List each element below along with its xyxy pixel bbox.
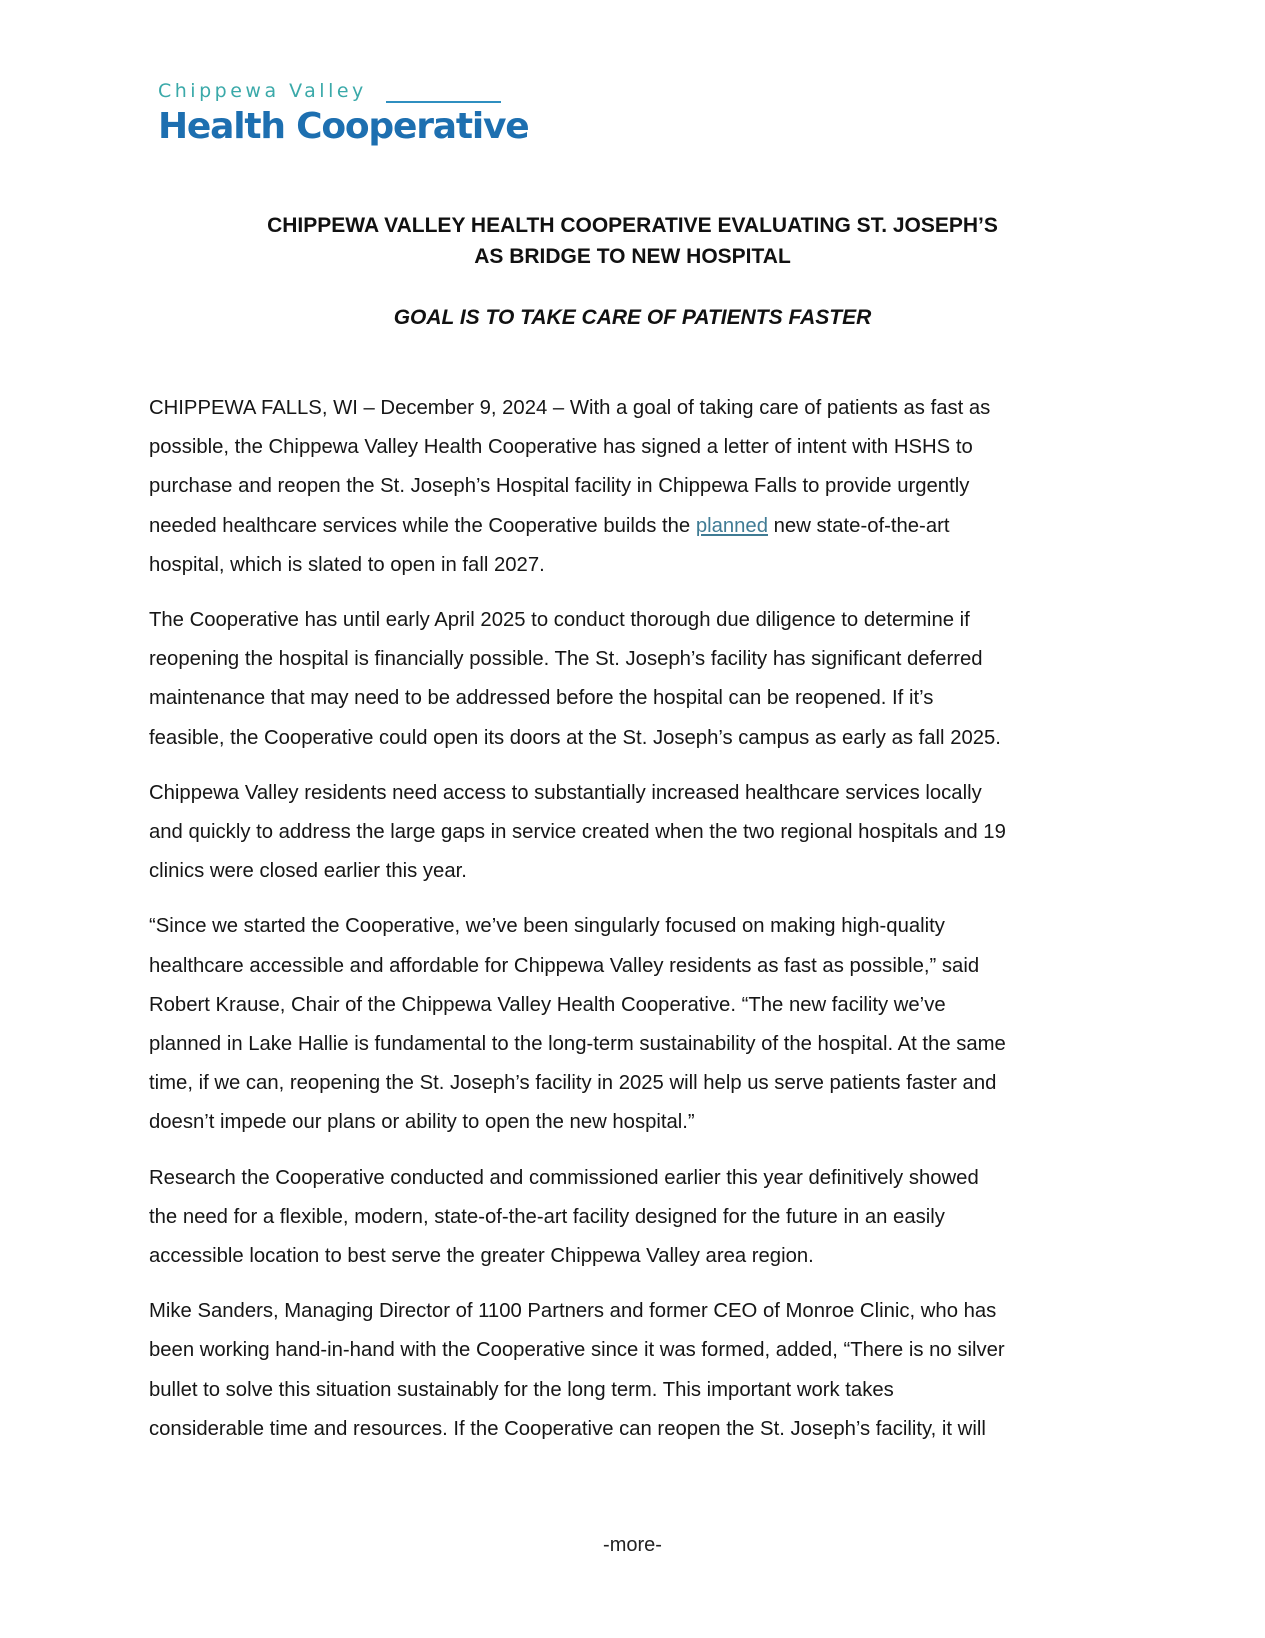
logo-underline [386, 101, 501, 103]
text-line: time, if we can, reopening the St. Joseph’s facility in 2025 will help us serve patients faster and [149, 1072, 997, 1095]
text-line: doesn’t impede our plans or ability to open the new hospital.” [149, 1111, 695, 1134]
text-line: reopening the hospital is financially possible. The St. Joseph’s facility has significant deferred [149, 648, 983, 671]
planned-link[interactable]: planned [695, 514, 768, 537]
text-line: feasible, the Cooperative could open its doors at the St. Joseph’s campus as early as fall 2025. [149, 726, 1001, 749]
text-line: Robert Krause, Chair of the Chippewa Valley Health Cooperative. “The new facility we’ve [149, 993, 946, 1016]
paragraph-residents-need [149, 774, 1124, 892]
more-footer: -more- [603, 1534, 662, 1556]
headline-line-2: AS BRIDGE TO NEW HOSPITAL [474, 245, 791, 268]
text-line: the need for a flexible, modern, state-of-the-art facility designed for the future in an easily [149, 1205, 945, 1228]
cooperative-logo [158, 80, 529, 160]
text-line: accessible location to best serve the greater Chippewa Valley area region. [149, 1245, 814, 1268]
text-line: healthcare accessible and affordable for Chippewa Valley residents as fast as possible,” said [149, 954, 980, 977]
text-line: Mike Sanders, Managing Director of 1100 Partners and former CEO of Monroe Clinic, who has [149, 1300, 997, 1323]
text-line: considerable time and resources. If the Cooperative can reopen the St. Joseph’s facility, it will [149, 1417, 986, 1440]
text-line: purchase and reopen the St. Joseph’s Hospital facility in Chippewa Falls to provide urgently [149, 475, 970, 498]
logo-main-text: Health Cooperative [158, 106, 529, 147]
press-release-body [149, 389, 1124, 1465]
paragraph-due-diligence [149, 601, 1124, 758]
text-line-with-link [149, 507, 1124, 546]
paragraph-intro [149, 389, 1124, 585]
paragraph-sanders-quote [149, 1292, 1124, 1449]
paragraph-krause-quote [149, 907, 1124, 1142]
text-line: planned in Lake Hallie is fundamental to the long-term sustainability of the hospital. At the same [149, 1033, 1006, 1056]
text-line: clinics were closed earlier this year. [149, 860, 467, 883]
text-line: been working hand-in-hand with the Cooperative since it was formed, added, “There is no silver [149, 1339, 1005, 1362]
text-line: “Since we started the Cooperative, we’ve been singularly focused on making high-quality [149, 915, 945, 938]
text-line: The Cooperative has until early April 2025 to conduct thorough due diligence to determine if [149, 609, 970, 632]
logo-top-text: Chippewa Valley [158, 80, 367, 102]
paragraph-research [149, 1159, 1124, 1277]
text-line: CHIPPEWA FALLS, WI – December 9, 2024 – With a goal of taking care of patients as fast as [149, 397, 991, 419]
text-line: bullet to solve this situation sustainably for the long term. This important work takes [149, 1378, 894, 1401]
text-line: maintenance that may need to be addressed before the hospital can be reopened. If it’s [149, 687, 934, 710]
headline-line-1: CHIPPEWA VALLEY HEALTH COOPERATIVE EVALUATING ST. JOSEPH’S [267, 214, 998, 237]
text-line: possible, the Chippewa Valley Health Cooperative has signed a letter of intent with HSHS to [149, 436, 973, 459]
text-line: hospital, which is slated to open in fall 2027. [149, 553, 545, 576]
subheadline: GOAL IS TO TAKE CARE OF PATIENTS FASTER [393, 306, 872, 329]
text-line: Research the Cooperative conducted and commissioned earlier this year definitively showed [149, 1166, 979, 1189]
text-line: and quickly to address the large gaps in service created when the two regional hospitals and 19 [149, 821, 1006, 844]
text-line: Chippewa Valley residents need access to substantially increased healthcare services locally [149, 781, 982, 804]
text-segment: new state-of-the-art [768, 514, 950, 537]
text-segment: needed healthcare services while the Cooperative builds the [149, 514, 696, 537]
